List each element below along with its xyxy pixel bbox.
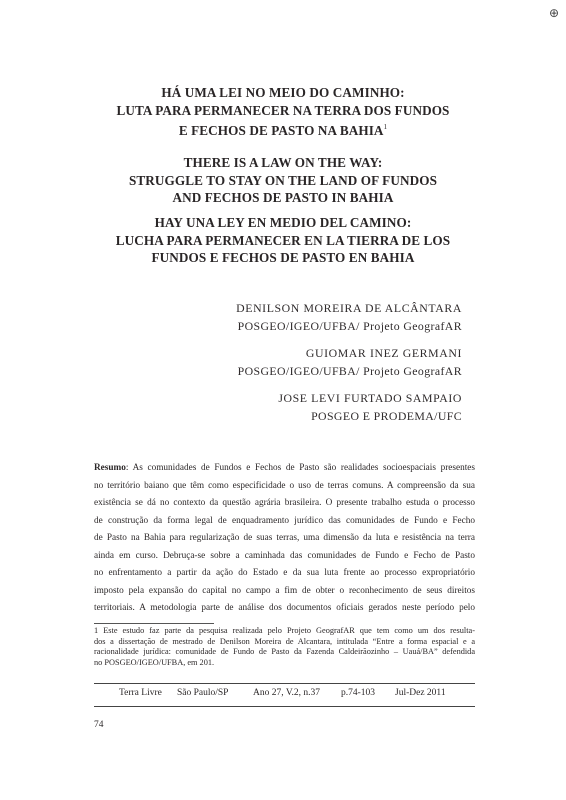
abstract-line: ainda em curso. Debruça-se sobre a caminhada das comunidades de Fundo e Fecho de Pasto	[94, 550, 475, 561]
title-line: HAY UNA LEY EN MEDIO DEL CAMINO:	[154, 215, 412, 230]
title-line: STRUGGLE TO STAY ON THE LAND OF FUNDOS	[128, 172, 438, 188]
title-line: FUNDOS E FECHOS DE PASTO EN BAHIA	[151, 250, 415, 265]
footnote	[94, 626, 475, 668]
abstract-line	[94, 460, 475, 478]
journal-date: Jul-Dez 2011	[395, 688, 446, 698]
page-number: 74	[94, 720, 104, 730]
abstract-line: no enfrentamento a partir da ação do Estado e da sua luta frente ao processo expropriatório	[94, 568, 475, 578]
author-block	[236, 300, 462, 335]
footnote-line: dos a dissertação de mestrado de Denilson Moreira de Alcantara, intitulada “Entre a forma espacial e a	[94, 636, 475, 646]
title-line	[70, 119, 496, 140]
footnote-line: 1 Este estudo faz parte da pesquisa realizada pelo Projeto GeografAR que tem como um dos resulta-	[94, 626, 475, 635]
author-name: DENILSON MOREIRA DE ALCÂNTARA	[236, 301, 462, 315]
journal-volume: Ano 27, V.2, n.37	[253, 688, 320, 698]
author-block	[278, 390, 462, 425]
title-line: HÁ UMA LEI NO MEIO DO CAMINHO:	[161, 85, 405, 100]
journal-place: São Paulo/SP	[177, 688, 229, 698]
abstract-line: de Pasto na Bahia para regularização de suas terras, uma dimensão da luta e resistência na terra	[94, 533, 475, 543]
journal-name: Terra Livre	[119, 688, 162, 698]
title-spanish	[70, 214, 496, 267]
title-line-text: E FECHOS DE PASTO NA BAHIA	[178, 123, 384, 138]
author-name: GUIOMAR INEZ GERMANI	[305, 346, 462, 360]
author-block	[238, 345, 462, 380]
abstract-line: existência se dá no contexto da questão agrária brasileira. O presente trabalho estuda o processo	[94, 498, 475, 508]
author-affiliation: POSGEO/IGEO/UFBA/ Projeto GeografAR	[237, 318, 462, 333]
title-english	[70, 154, 496, 207]
footnote-reference[interactable]: 1	[383, 123, 388, 131]
abstract-line: territoriais. A metodologia parte de análise dos documentos oficiais gerados neste período pelo	[94, 603, 475, 613]
title-line: AND FECHOS DE PASTO IN BAHIA	[172, 190, 394, 205]
footnote-line: racionalidade jurídica: comunidade de Fundo de Pasto da Fazenda Caldeirãozinho – Uauá/BA” defendida	[94, 647, 475, 657]
abstract-line: de construção da forma legal de enquadramento jurídico das comunidades de Fundo e Fecho	[94, 515, 475, 526]
abstract-text: : As comunidades de Fundos e Fechos de Pasto são realidades socioespaciais presentes	[125, 463, 475, 473]
crop-mark-icon: ⊕	[548, 6, 559, 20]
footnote-divider	[94, 623, 214, 624]
journal-pages: p.74-103	[341, 688, 376, 698]
title-line: LUTA PARA PERMANECER NA TERRA DOS FUNDOS	[116, 102, 450, 118]
author-affiliation: POSGEO E PRODEMA/UFC	[311, 408, 462, 423]
title-line: THERE IS A LAW ON THE WAY:	[183, 155, 383, 170]
abstract-label: Resumo	[94, 463, 126, 473]
abstract-line: no território baiano que têm como especificidade o uso de terras comuns. A compreensão da sua	[94, 480, 475, 491]
author-name: JOSE LEVI FURTADO SAMPAIO	[278, 391, 462, 405]
footnote-line: no POSGEO/IGEO/UFBA, em 201.	[94, 657, 215, 667]
journal-citation-bar	[94, 683, 475, 707]
abstract	[94, 460, 475, 618]
title-portuguese	[70, 84, 496, 140]
author-affiliation: POSGEO/IGEO/UFBA/ Projeto GeografAR	[237, 363, 462, 378]
abstract-line: imposto pela expansão do capital no campo a fim de obter o reconhecimento de seus direitos	[94, 585, 475, 596]
title-line: LUCHA PARA PERMANECER EN LA TIERRA DE LOS	[115, 232, 451, 248]
